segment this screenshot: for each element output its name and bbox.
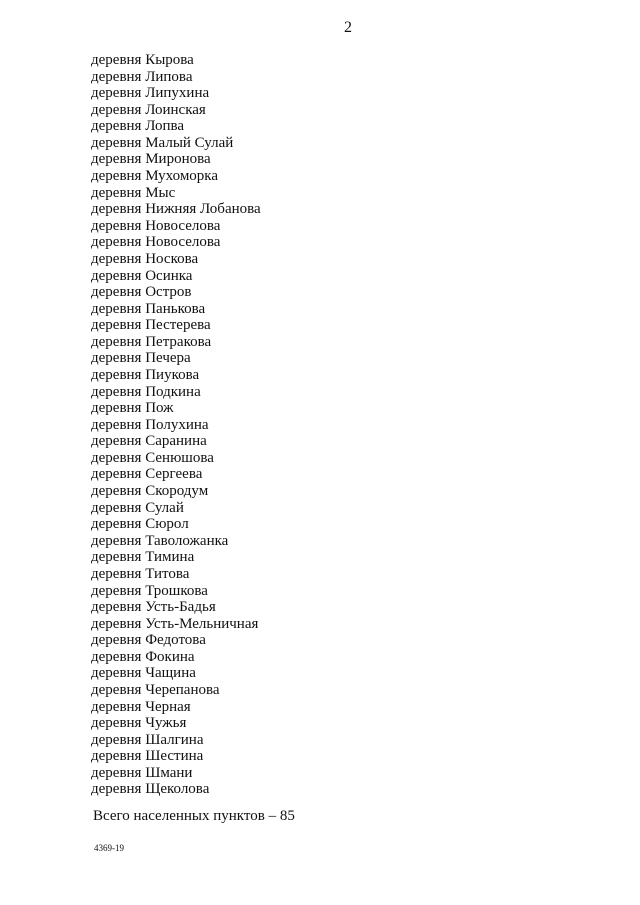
list-item: деревня Сергеева	[91, 466, 203, 483]
list-item: деревня Трошкова	[91, 582, 208, 599]
list-item: деревня Сюрол	[91, 516, 189, 533]
list-item: деревня Сенюшова	[91, 449, 214, 466]
list-item: деревня Пестерева	[91, 317, 211, 334]
list-item: деревня Титова	[91, 565, 190, 582]
list-item: деревня Шмани	[91, 764, 193, 781]
list-item: деревня Полухина	[91, 416, 209, 433]
list-item: деревня Таволожанка	[91, 532, 229, 549]
list-item: деревня Федотова	[91, 632, 206, 649]
list-item: деревня Кырова	[91, 52, 194, 68]
list-item: деревня Черная	[91, 698, 191, 715]
list-item: деревня Пож	[91, 400, 174, 417]
list-item: деревня Панькова	[91, 300, 206, 317]
list-item: деревня Печера	[91, 350, 191, 367]
list-item: деревня Щеколова	[91, 781, 210, 798]
list-item: деревня Мыс	[91, 184, 176, 201]
document-code: 4369-19	[94, 843, 124, 853]
total-settlements: Всего населенных пунктов – 85	[93, 808, 295, 824]
list-item: деревня Осинка	[91, 267, 193, 284]
list-item: деревня Лоинская	[91, 101, 206, 118]
list-item: деревня Фокина	[91, 648, 195, 665]
list-item: деревня Усть-Мельничная	[91, 615, 259, 632]
list-item: деревня Тимина	[91, 549, 195, 566]
list-item: деревня Липухина	[91, 85, 210, 102]
list-item: деревня Липова	[91, 68, 193, 85]
list-item: деревня Шестина	[91, 748, 204, 765]
settlement-list	[91, 52, 261, 798]
list-item: деревня Чужья	[91, 715, 187, 732]
list-item: деревня Подкина	[91, 383, 201, 400]
list-item: деревня Носкова	[91, 250, 199, 267]
list-item: деревня Шалгина	[91, 731, 204, 748]
list-item: деревня Петракова	[91, 333, 212, 350]
list-item: деревня Малый Сулай	[91, 134, 234, 151]
list-item: деревня Скородум	[91, 483, 209, 500]
list-item: деревня Остров	[91, 284, 192, 301]
list-item: деревня Новоселова	[91, 217, 221, 234]
list-item: деревня Усть-Бадья	[91, 599, 216, 616]
list-item: деревня Саранина	[91, 433, 207, 450]
page-number: 2	[344, 19, 352, 36]
list-item: деревня Черепанова	[91, 681, 220, 698]
list-item: деревня Нижняя Лобанова	[91, 201, 261, 218]
list-item: деревня Миронова	[91, 151, 211, 168]
list-item: деревня Новоселова	[91, 234, 221, 251]
list-item: деревня Чащина	[91, 665, 196, 682]
list-item: деревня Лопва	[91, 118, 185, 135]
list-item: деревня Пиукова	[91, 366, 200, 383]
list-item: деревня Сулай	[91, 499, 184, 516]
list-item: деревня Мухоморка	[91, 168, 219, 185]
